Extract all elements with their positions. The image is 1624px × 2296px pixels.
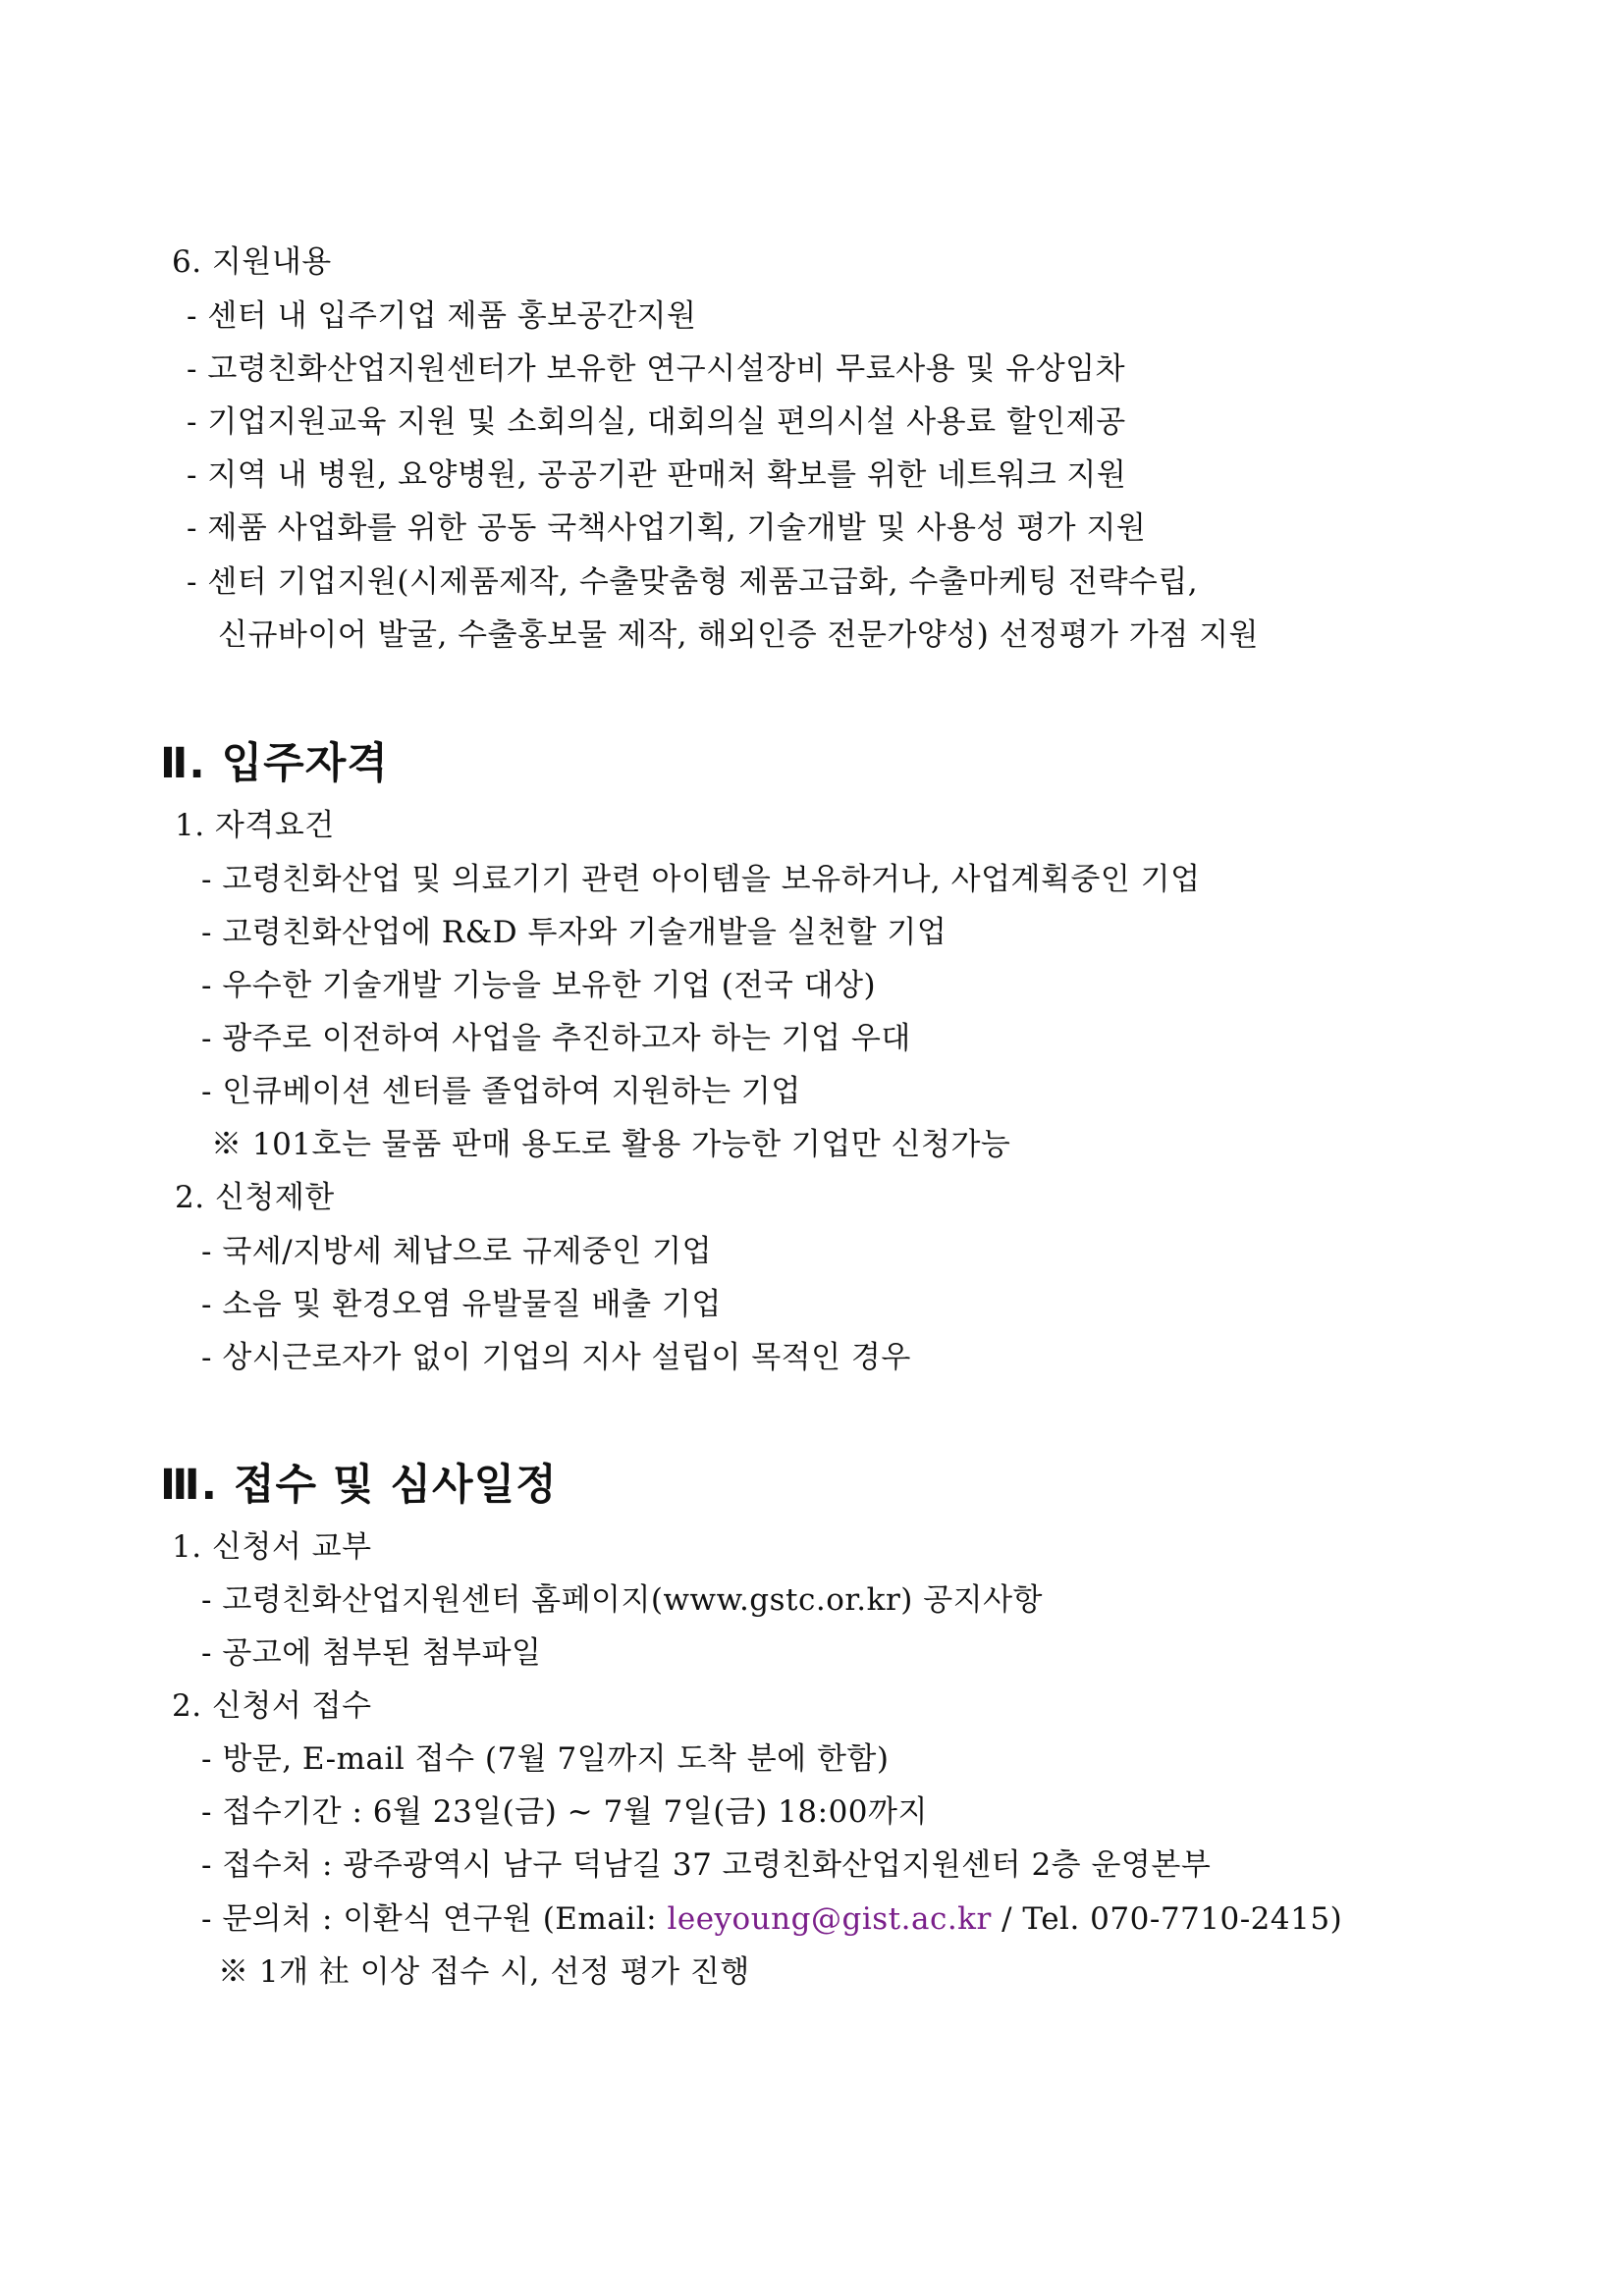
list-item: - 상시근로자가 없이 기업의 지사 설립이 목적인 경우 [201,1340,911,1375]
list-item: - 우수한 기술개발 기능을 보유한 기업 (전국 대상) [201,968,877,1003]
note-text: ※ 101호는 물품 판매 용도로 활용 가능한 기업만 신청가능 [211,1127,1011,1162]
list-item: - 접수기간 : 6월 23일(금) ~ 7월 7일(금) 18:00까지 [201,1794,928,1830]
section-heading-2: Ⅱ. 입주자격 [160,739,389,788]
list-item: - 광주로 이전하여 사업을 추진하고자 하는 기업 우대 [201,1021,911,1056]
list-item: - 방문, E-mail 접수 (7월 7일까지 도착 분에 한함) [201,1741,890,1777]
contact-email-link[interactable]: leeyoung@gist.ac.kr [667,1901,992,1937]
list-item: - 국세/지방세 체납으로 규제중인 기업 [201,1234,713,1269]
list-item: - 공고에 첨부된 첨부파일 [201,1635,542,1671]
contact-line [201,1899,1342,1939]
contact-prefix: - 문의처 : 이환식 연구원 (Email: [201,1901,668,1937]
list-item: - 지역 내 병원, 요양병원, 공공기관 판매처 확보를 위한 네트워크 지원 [187,457,1127,493]
list-item: - 고령친화산업지원센터 홈페이지(www.gstc.or.kr) 공지사항 [201,1582,1043,1618]
list-item: - 센터 기업지원(시제품제작, 수출맞춤형 제품고급화, 수출마케팅 전략수립, [187,564,1199,600]
list-item-continuation: 신규바이어 발굴, 수출홍보물 제작, 해외인증 전문가양성) 선정평가 가점 지원 [218,617,1259,653]
note-text: ※ 1개 社 이상 접수 시, 선정 평가 진행 [218,1954,750,1990]
subsection-title: 1. 자격요건 [175,808,335,843]
section-6-title: 6. 지원내용 [172,244,332,280]
list-item: - 접수처 : 광주광역시 남구 덕남길 37 고령친화산업지원센터 2층 운영본부 [201,1847,1212,1883]
subsection-title: 2. 신청제한 [175,1180,335,1215]
list-item: - 인큐베이션 센터를 졸업하여 지원하는 기업 [201,1074,801,1109]
list-item: - 고령친화산업 및 의료기기 관련 아이템을 보유하거나, 사업계획중인 기업 [201,862,1201,897]
list-item: - 기업지원교육 지원 및 소회의실, 대회의실 편의시설 사용료 할인제공 [187,404,1126,440]
subsection-title: 2. 신청서 접수 [172,1688,372,1724]
list-item: - 고령친화산업에 R&D 투자와 기술개발을 실천할 기업 [201,915,947,950]
list-item: - 센터 내 입주기업 제품 홍보공간지원 [187,298,697,334]
subsection-title: 1. 신청서 교부 [172,1529,372,1565]
list-item: - 제품 사업화를 위한 공동 국책사업기획, 기술개발 및 사용성 평가 지원 [187,510,1147,546]
contact-suffix: / Tel. 070-7710-2415) [991,1901,1343,1937]
list-item: - 고령친화산업지원센터가 보유한 연구시설장비 무료사용 및 유상임차 [187,351,1126,387]
section-heading-3: Ⅲ. 접수 및 심사일정 [160,1461,558,1510]
list-item: - 소음 및 환경오염 유발물질 배출 기업 [201,1287,722,1322]
